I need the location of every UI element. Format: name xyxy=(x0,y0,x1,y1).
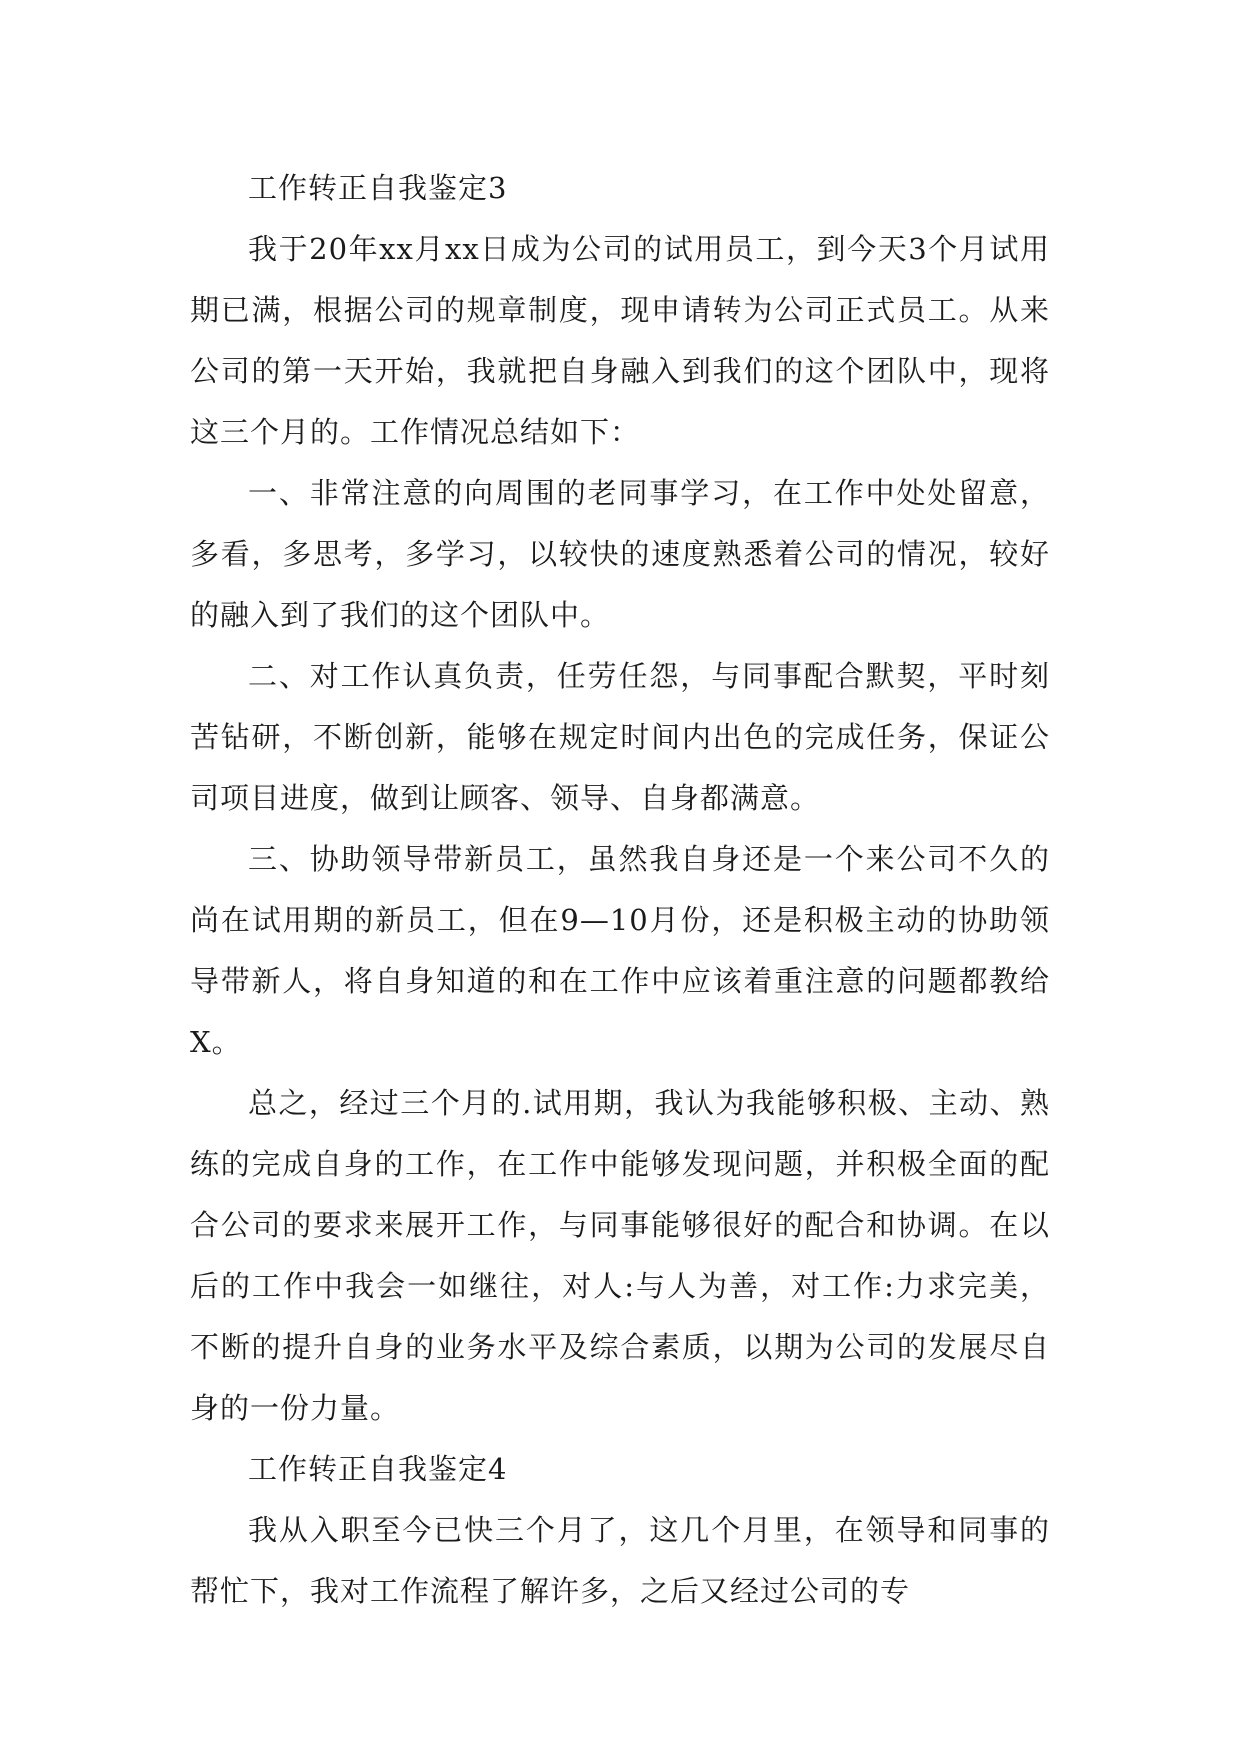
paragraph-point-3: 三、协助领导带新员工，虽然我自身还是一个来公司不久的尚在试用期的新员工，但在9—10月份，还是积极主动的协助领导带新人，将自身知道的和在工作中应该着重注意的问题都教给X。 xyxy=(190,842,1050,1059)
paragraph-point-2: 二、对工作认真负责，任劳任怨，与同事配合默契，平时刻苦钻研，不断创新，能够在规定时间内出色的完成任务，保证公司项目进度，做到让顾客、领导、自身都满意。 xyxy=(190,659,1050,815)
paragraph-section-4-intro: 我从入职至今已快三个月了，这几个月里，在领导和同事的帮忙下，我对工作流程了解许多，之后又经过公司的专 xyxy=(190,1513,1050,1608)
paragraph-summary: 总之，经过三个月的.试用期，我认为我能够积极、主动、熟练的完成自身的工作，在工作中能够发现问题，并积极全面的配合公司的要求来展开工作，与同事能够很好的配合和协调。在以后的工作中我会一如继往，对人:与人为善，对工作:力求完美，不断的提升自身的业务水平及综合素质，以期为公司的发展尽自身的一份力量。 xyxy=(190,1086,1050,1425)
section-heading-4: 工作转正自我鉴定4 xyxy=(248,1452,508,1486)
document-body xyxy=(190,158,1050,1622)
paragraph-intro: 我于20年xx月xx日成为公司的试用员工，到今天3个月试用期已满，根据公司的规章制度，现申请转为公司正式员工。从来公司的第一天开始，我就把自身融入到我们的这个团队中，现将这三个月的。工作情况总结如下： xyxy=(190,232,1050,449)
section-heading-3: 工作转正自我鉴定3 xyxy=(248,171,508,205)
paragraph-point-1: 一、非常注意的向周围的老同事学习，在工作中处处留意，多看，多思考，多学习，以较快的速度熟悉着公司的情况，较好的融入到了我们的这个团队中。 xyxy=(190,476,1050,632)
